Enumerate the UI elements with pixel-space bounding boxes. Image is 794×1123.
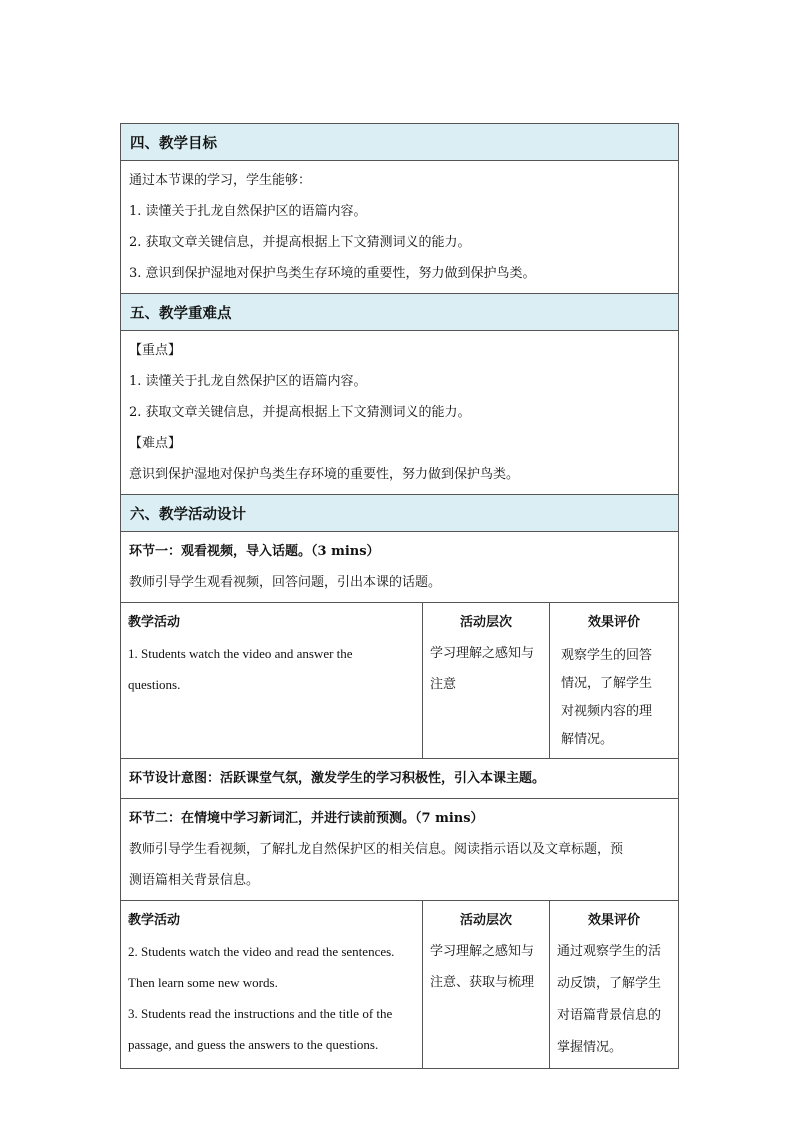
eval-line: 动反馈，了解学生 [557, 976, 662, 991]
lesson-plan-table [120, 123, 679, 1069]
level-line: 学习理解之感知与 [430, 646, 535, 661]
activity-line: 1. Students watch the video and answer the [128, 646, 353, 661]
step1-title: 环节一：观看视频，导入话题。（3 mins） [129, 544, 380, 559]
key-point-item: 1. 读懂关于扎龙自然保护区的语篇内容。 [129, 374, 367, 389]
level-line: 注意 [430, 677, 457, 692]
step2-description: 教师引导学生看视频，了解扎龙自然保护区的相关信息。阅读指示语以及文章标题，预 [129, 842, 624, 857]
key-point-item: 2. 获取文章关键信息，并提高根据上下文猜测词义的能力。 [129, 405, 471, 420]
section5-content [121, 331, 679, 495]
step1-activity-cell [121, 603, 423, 759]
level-column-header: 活动层次 [459, 913, 512, 928]
section4-heading: 四、教学目标 [121, 124, 679, 161]
objective-item: 1. 读懂关于扎龙自然保护区的语篇内容。 [129, 204, 367, 219]
step1-intent [121, 759, 679, 799]
activity-line: passage, and guess the answers to the questions. [128, 1037, 379, 1052]
step1-description: 教师引导学生观看视频，回答问题，引出本课的话题。 [129, 575, 442, 590]
activity-column-header: 教学活动 [128, 615, 181, 630]
difficult-point-text: 意识到保护湿地对保护鸟类生存环境的重要性，努力做到保护鸟类。 [129, 467, 520, 482]
section4-content [121, 161, 679, 294]
activity-line: 2. Students watch the video and read the sentences. [128, 944, 395, 959]
step2-description: 测语篇相关背景信息。 [129, 873, 260, 888]
activity-column-header: 教学活动 [128, 913, 181, 928]
step2-activity-cell [121, 901, 423, 1069]
level-column-header: 活动层次 [459, 615, 512, 630]
key-points-label: 【重点】 [129, 343, 182, 358]
eval-line: 掌握情况。 [557, 1040, 623, 1055]
activity-line: questions. [128, 677, 181, 692]
eval-line: 观察学生的回答 [561, 648, 653, 663]
difficult-points-label: 【难点】 [129, 436, 182, 451]
activity-line: Then learn some new words. [128, 975, 278, 990]
step1-intent-text: 环节设计意图：活跃课堂气氛，激发学生的学习积极性，引入本课主题。 [129, 771, 546, 786]
step1-level-cell [423, 603, 550, 759]
eval-line: 解情况。 [561, 732, 614, 747]
step2-eval-cell [550, 901, 679, 1069]
step2-title: 环节二：在情境中学习新词汇，并进行读前预测。（7 mins） [129, 811, 484, 826]
section4-intro: 通过本节课的学习，学生能够： [129, 173, 312, 188]
level-line: 注意、获取与梳理 [430, 975, 535, 990]
step2-header [121, 799, 679, 901]
section6-heading: 六、教学活动设计 [121, 495, 679, 532]
objective-item: 3. 意识到保护湿地对保护鸟类生存环境的重要性，努力做到保护鸟类。 [129, 266, 536, 281]
objective-item: 2. 获取文章关键信息，并提高根据上下文猜测词义的能力。 [129, 235, 471, 250]
step2-level-cell [423, 901, 550, 1069]
eval-column-header: 效果评价 [588, 913, 641, 928]
step1-header [121, 532, 679, 603]
eval-line: 通过观察学生的活 [557, 944, 662, 959]
step1-eval-cell [550, 603, 679, 759]
section5-heading: 五、教学重难点 [121, 294, 679, 331]
eval-line: 对语篇背景信息的 [557, 1008, 662, 1023]
eval-line: 情况，了解学生 [561, 676, 653, 691]
level-line: 学习理解之感知与 [430, 944, 535, 959]
eval-line: 对视频内容的理 [561, 704, 653, 719]
activity-line: 3. Students read the instructions and the title of the [128, 1006, 393, 1021]
eval-column-header: 效果评价 [588, 615, 641, 630]
